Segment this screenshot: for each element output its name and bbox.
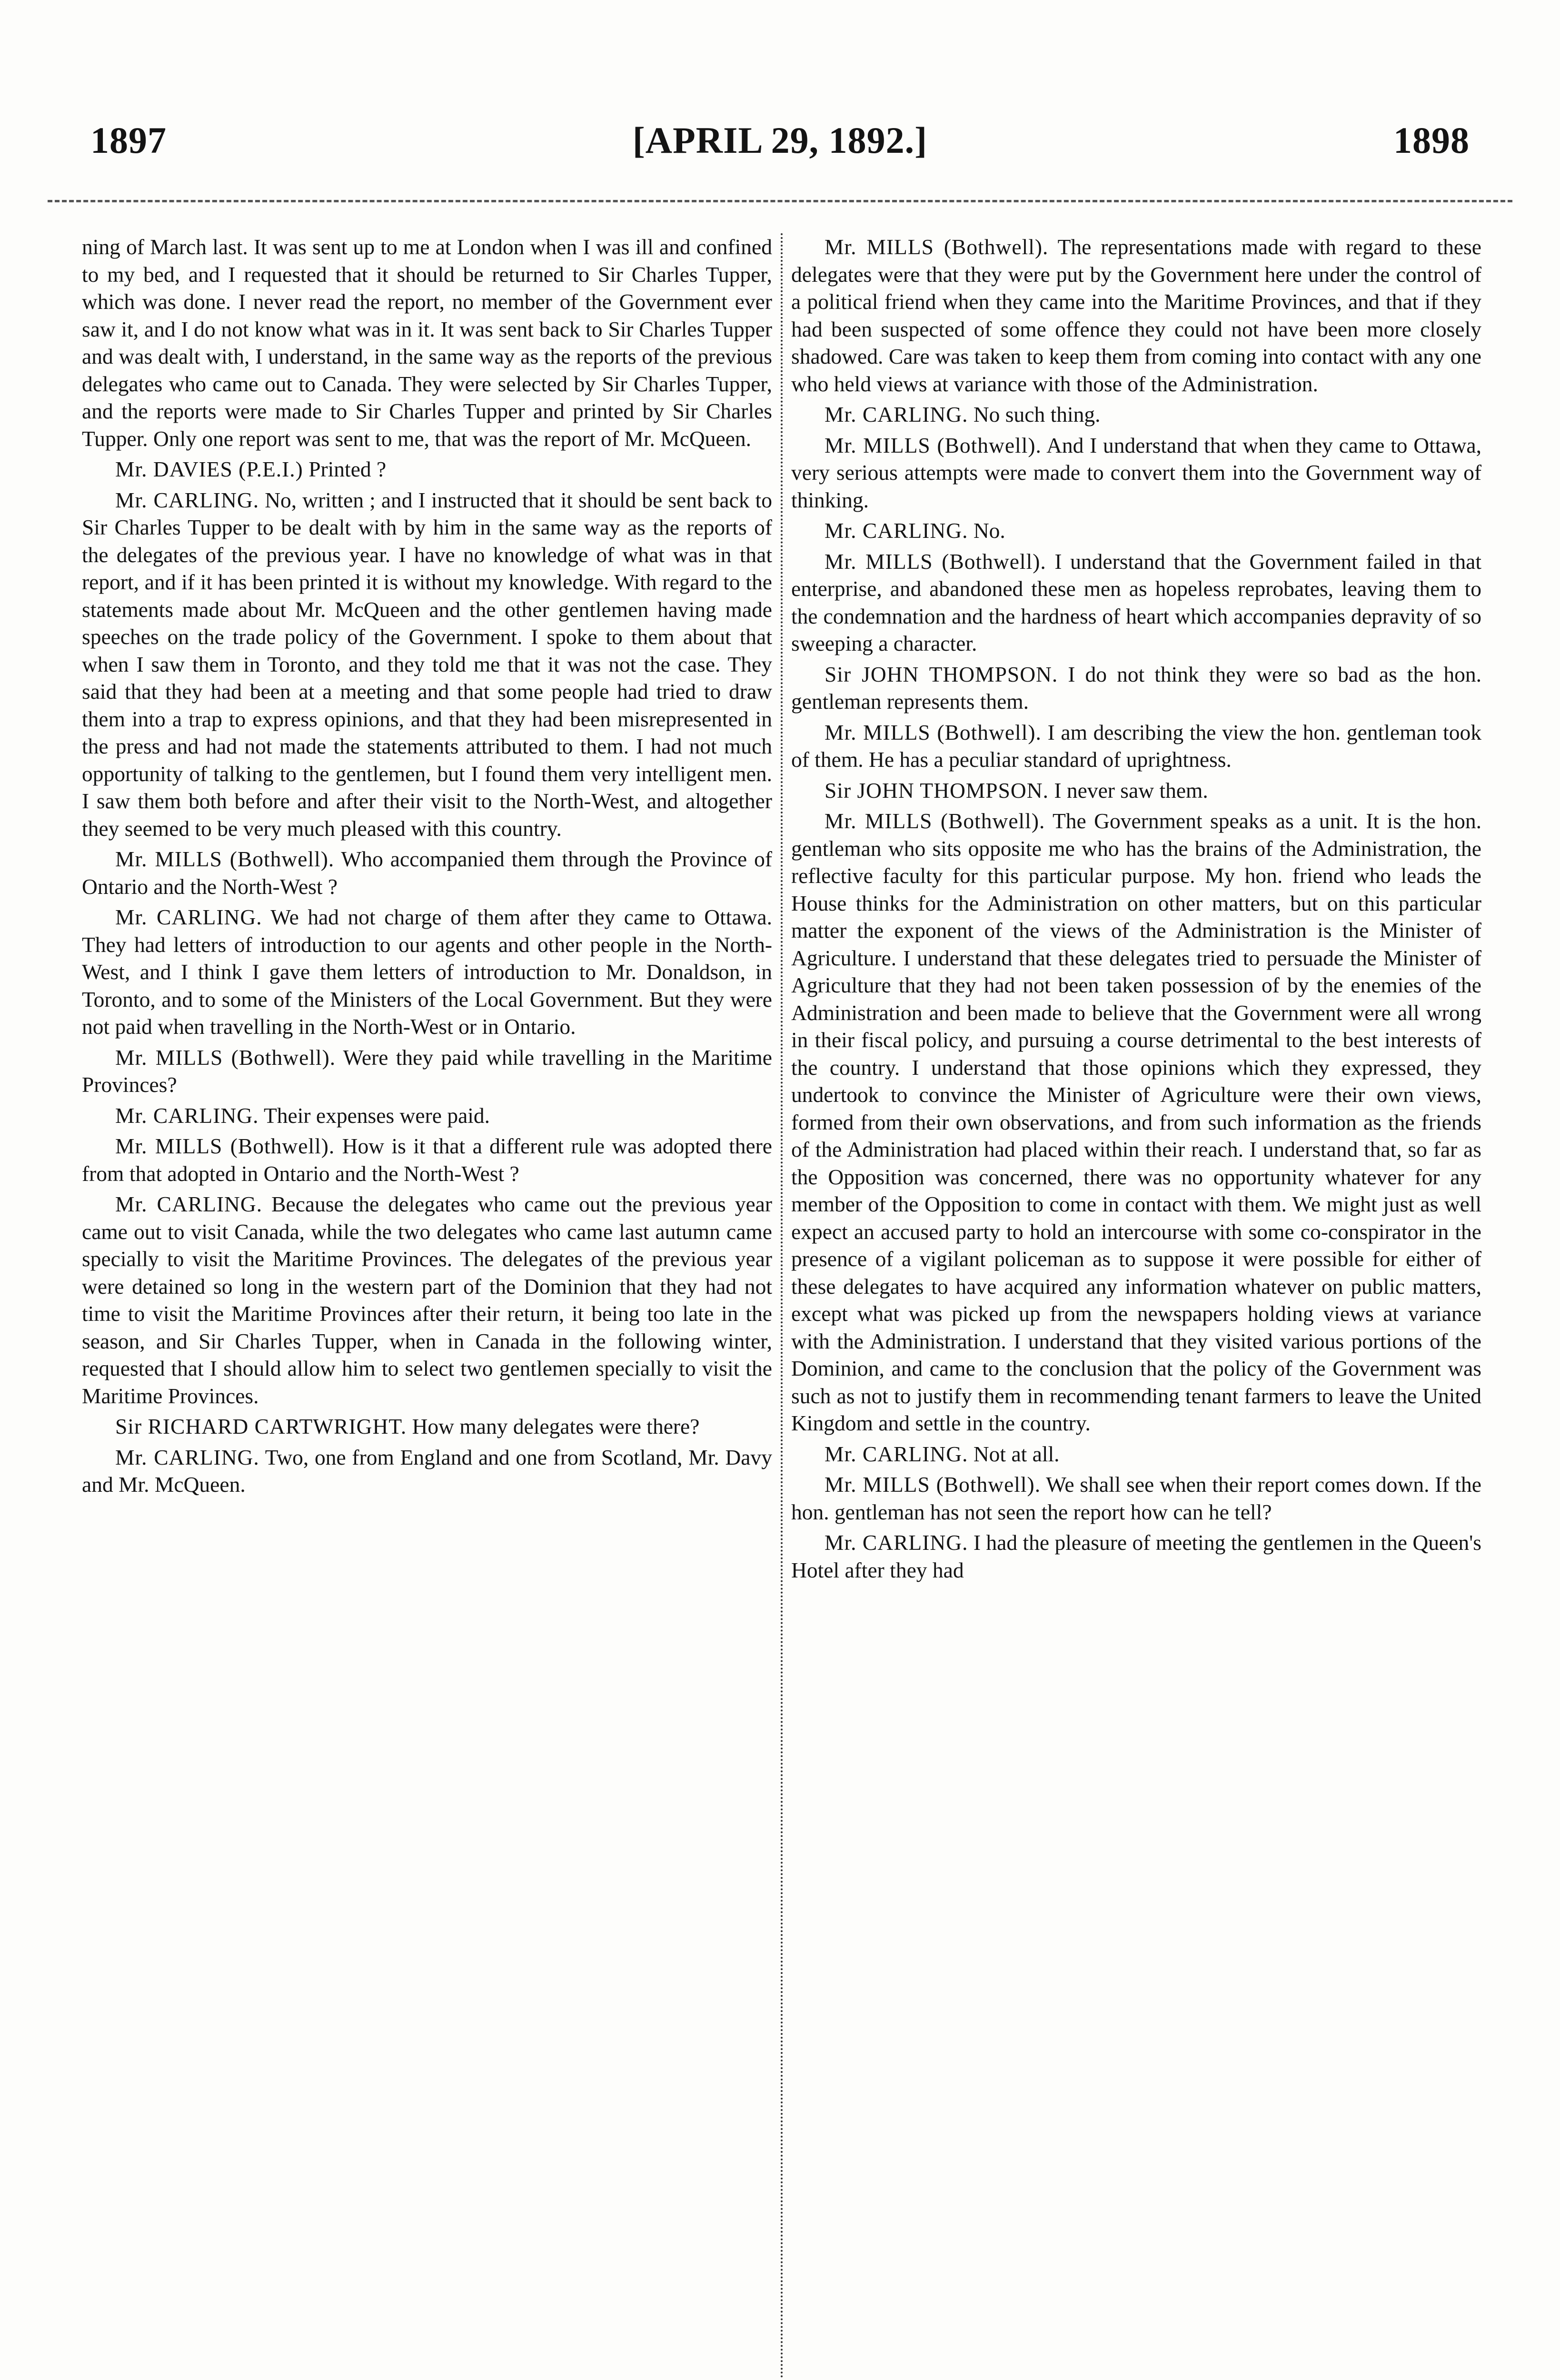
speech-text: I understand that the Government failed in that enterprise, and abandoned these men as hopeless reprobates, leaving them to the condemnation and the hardness of heart which accompanies depravity of so sweeping a character. xyxy=(791,549,1481,655)
page-header xyxy=(90,119,1470,176)
speaker-name: Mr. CARLING. xyxy=(825,402,968,426)
column-divider xyxy=(781,233,783,2380)
speaker-name: Mr. CARLING. xyxy=(115,1192,263,1216)
speaker-name: Mr. MILLS (Bothwell). xyxy=(115,1134,335,1158)
paragraph xyxy=(791,1471,1481,1526)
header-rule xyxy=(48,200,1512,202)
paragraph xyxy=(82,1044,772,1099)
page-date: [APRIL 29, 1892.] xyxy=(632,119,928,161)
speaker-name: Sir JOHN THOMPSON. xyxy=(825,778,1049,803)
speaker-name: Mr. CARLING. xyxy=(115,1103,259,1128)
speech-text: Printed ? xyxy=(308,457,387,481)
paragraph xyxy=(791,233,1481,397)
speaker-name: Mr. MILLS (Bothwell). xyxy=(115,1045,336,1070)
speech-text: Two, one from England and one from Scotland, Mr. Davy and Mr. McQueen. xyxy=(82,1445,772,1497)
speaker-name: Mr. DAVIES (P.E.I.) xyxy=(115,457,303,481)
paragraph xyxy=(82,1102,772,1130)
speech-text: I never saw them. xyxy=(1054,778,1208,803)
speaker-name: Mr. MILLS (Bothwell). xyxy=(825,809,1045,833)
speaker-name: Mr. CARLING. xyxy=(825,518,968,543)
paragraph xyxy=(82,1444,772,1498)
paragraph xyxy=(791,807,1481,1437)
speaker-name: Mr. CARLING. xyxy=(825,1530,968,1555)
speech-text: I am describing the view the hon. gentleman took of them. He has a peculiar standard of uprightness. xyxy=(791,720,1481,772)
paragraph xyxy=(82,1413,772,1440)
paragraph xyxy=(82,486,772,843)
paragraph xyxy=(791,719,1481,774)
paragraph xyxy=(82,456,772,483)
paragraph xyxy=(791,661,1481,715)
paragraph xyxy=(82,845,772,900)
paragraph xyxy=(82,1190,772,1409)
speech-text: Not at all. xyxy=(973,1441,1060,1466)
speaker-name: Mr. MILLS (Bothwell). xyxy=(825,433,1042,457)
left-column xyxy=(82,233,772,2380)
speaker-name: Mr. CARLING. xyxy=(115,905,262,929)
speech-text: Who accompanied them through the Province of Ontario and the North-West ? xyxy=(82,847,772,899)
right-page-number: 1898 xyxy=(1393,119,1470,161)
speech-text: Their expenses were paid. xyxy=(264,1103,490,1128)
speech-text: I had the pleasure of meeting the gentlemen in the Queen's Hotel after they had xyxy=(791,1530,1481,1582)
speech-text: How many delegates were there? xyxy=(412,1414,700,1438)
paragraph xyxy=(791,432,1481,514)
left-page-number: 1897 xyxy=(90,119,167,161)
speaker-name: Mr. MILLS (Bothwell). xyxy=(825,235,1049,259)
paragraph xyxy=(791,1529,1481,1584)
speech-text: We had not charge of them after they came to Ottawa. They had letters of introduction to our agents and other people in the North-West, and I think I gave them letters of introduction to Mr. Donaldson, in Toronto, and to some of the Ministers of the Local Government. But they were not paid when travelling in the North-West or in Ontario. xyxy=(82,905,772,1039)
speech-text: No. xyxy=(973,518,1005,543)
speaker-name: Mr. MILLS (Bothwell). xyxy=(825,549,1046,574)
speech-text: No such thing. xyxy=(973,402,1101,426)
paragraph xyxy=(82,903,772,1041)
right-column xyxy=(791,233,1481,2380)
speech-text: No, written ; and I instructed that it should be sent back to Sir Charles Tupper to be dealt with by him in the same way as the reports of the delegates of the previous year. I have no knowledge of what was in that report, and if it has been printed it is without my knowledge. With regard to the statements made about Mr. McQueen and the other gentlemen having made speeches on the trade policy of the Government. I spoke to them about that when I saw them in Toronto, and they told me that it was not the case. They said that they had been at a meeting and that some people had tried to draw them into a trap to express opinions, and that they had been misrepresented in the press and had not made the statements attributed to them. I had not much opportunity of talking to the gentlemen, but I found them very intelligent men. I saw them both before and after their visit to the North-West, and altogether they seemed to be very much pleased with this country. xyxy=(82,487,772,841)
speaker-name: Mr. CARLING. xyxy=(825,1441,968,1466)
paragraph xyxy=(82,233,772,452)
paragraph xyxy=(791,777,1481,804)
paragraph xyxy=(791,548,1481,657)
speech-text: Were they paid while travelling in the Maritime Provinces? xyxy=(82,1045,772,1097)
speaker-name: Mr. CARLING. xyxy=(115,487,259,512)
speech-text: And I understand that when they came to Ottawa, very serious attempts were made to convert them into the Government way of thinking. xyxy=(791,433,1481,512)
speaker-name: Mr. CARLING. xyxy=(115,1445,259,1469)
speaker-name: Mr. MILLS (Bothwell). xyxy=(825,1472,1041,1497)
speaker-name: Sir RICHARD CARTWRIGHT. xyxy=(115,1414,407,1438)
speaker-name: Mr. MILLS (Bothwell). xyxy=(115,847,335,871)
speech-text: I do not think they were so bad as the hon. gentleman represents them. xyxy=(791,662,1481,714)
speaker-name: Mr. MILLS (Bothwell). xyxy=(825,720,1042,744)
paragraph xyxy=(791,517,1481,545)
paragraph xyxy=(791,401,1481,428)
speaker-name: Sir JOHN THOMPSON. xyxy=(825,662,1058,686)
speech-text: The Government speaks as a unit. It is the hon. gentleman who sits opposite me who has the brains of the Administration, the reflective faculty for this particular purpose. My hon. friend who leads the House thinks for the Administration on other matters, but on this particular matter the exponent of the views of the Administration is the Minister of Agriculture. I understand that these delegates tried to persuade the Minister of Agriculture that they had not been taken possession of by the enemies of the Administration and been made to believe that the Government were all wrong in their fiscal policy, and pursuing a course detrimental to the best interests of the country. I understand that those opinions which they expressed, they undertook to convince the Minister of Agriculture were their own views, formed from their own observations, and from such information as the friends of the Administration had placed within their reach. I understand that, so far as the Opposition was concerned, there was no opportunity whatever for any member of the Opposition to come in contact with them. We might just as well expect an accused party to hold an intercourse with some co-conspirator in the presence of a vigilant policeman as to suppose it were possible for either of these delegates to have acquired any information whatever on public matters, except what was picked up from the newspapers holding views at variance with the Administration. I understand that they visited various portions of the Dominion, and came to the conclusion that the policy of the Government was such as not to justify them in recommending tenant farmers to leave the United Kingdom and settle in the country. xyxy=(791,809,1481,1435)
paragraph xyxy=(791,1440,1481,1468)
speech-text: Because the delegates who came out the previous year came out to visit Canada, while the two delegates who came last autumn came specially to visit the Maritime Provinces. The delegates of the previous year were detained so long in the western part of the Dominion that they had not time to visit the Maritime Provinces after their return, it being too late in the season, and Sir Charles Tupper, when in Canada in the following winter, requested that I should allow him to select two gentlemen specially to visit the Maritime Provinces. xyxy=(82,1192,772,1408)
speech-text: We shall see when their report comes down. If the hon. gentleman has not seen the report how can he tell? xyxy=(791,1472,1481,1524)
paragraph xyxy=(82,1132,772,1187)
speech-text: The representations made with regard to these delegates were that they were put by the Government here under the control of a political friend when they came into the Maritime Provinces, and that if they had been suspected of some offence they could not have been more closely shadowed. Care was taken to keep them from coming into contact with any one who held views at variance with those of the Administration. xyxy=(791,235,1481,396)
speech-text: ning of March last. It was sent up to me at London when I was ill and confined to my bed, and I requested that it should be returned to Sir Charles Tupper, which was done. I never read the report, no member of the Government ever saw it, and I do not know what was in it. It was sent back to Sir Charles Tupper and was dealt with, I understand, in the same way as the reports of the previous delegates who came out to Canada. They were selected by Sir Charles Tupper, and the reports were made to Sir Charles Tupper and printed by Sir Charles Tupper. Only one report was sent to me, that was the report of Mr. McQueen. xyxy=(82,235,772,451)
speech-text: How is it that a different rule was adopted there from that adopted in Ontario and the North-West ? xyxy=(82,1134,772,1186)
